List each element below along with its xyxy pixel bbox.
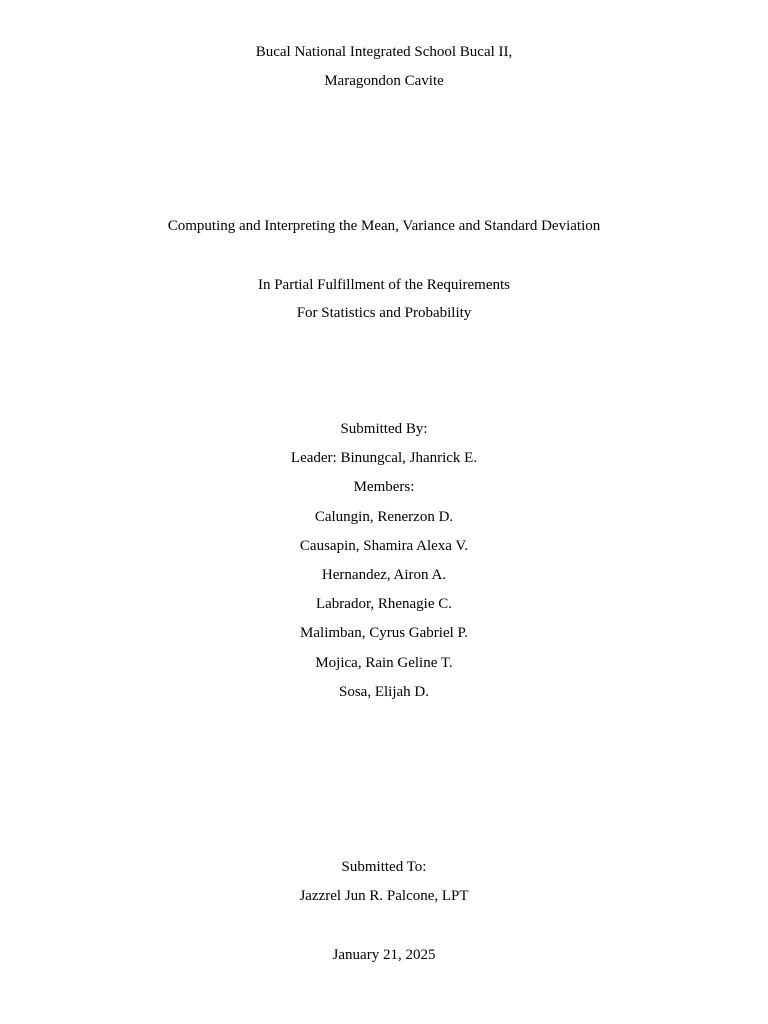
- member-name: Hernandez, Airon A.: [321, 567, 447, 583]
- members-label: Members:: [353, 479, 415, 495]
- member-name: Causapin, Shamira Alexa V.: [299, 538, 469, 554]
- submitted-to-label: Submitted To:: [341, 859, 427, 875]
- document-title: Computing and Interpreting the Mean, Variance and Standard Deviation: [167, 218, 601, 234]
- submission-date: January 21, 2025: [332, 947, 436, 963]
- school-name-line1: Bucal National Integrated School Bucal II,: [255, 44, 513, 60]
- fulfillment-line2: For Statistics and Probability: [296, 305, 472, 321]
- fulfillment-line1: In Partial Fulfillment of the Requirements: [257, 277, 511, 293]
- submitted-by-label: Submitted By:: [340, 421, 428, 437]
- member-name: Mojica, Rain Geline T.: [315, 655, 453, 671]
- member-name: Calungin, Renerzon D.: [314, 509, 454, 525]
- school-name-line2: Maragondon Cavite: [324, 73, 444, 89]
- member-name: Labrador, Rhenagie C.: [315, 596, 453, 612]
- member-name: Malimban, Cyrus Gabriel P.: [300, 625, 468, 641]
- teacher-name: Jazzrel Jun R. Palcone, LPT: [299, 888, 469, 904]
- member-name: Sosa, Elijah D.: [339, 684, 429, 700]
- leader-name: Leader: Binungcal, Jhanrick E.: [290, 450, 478, 466]
